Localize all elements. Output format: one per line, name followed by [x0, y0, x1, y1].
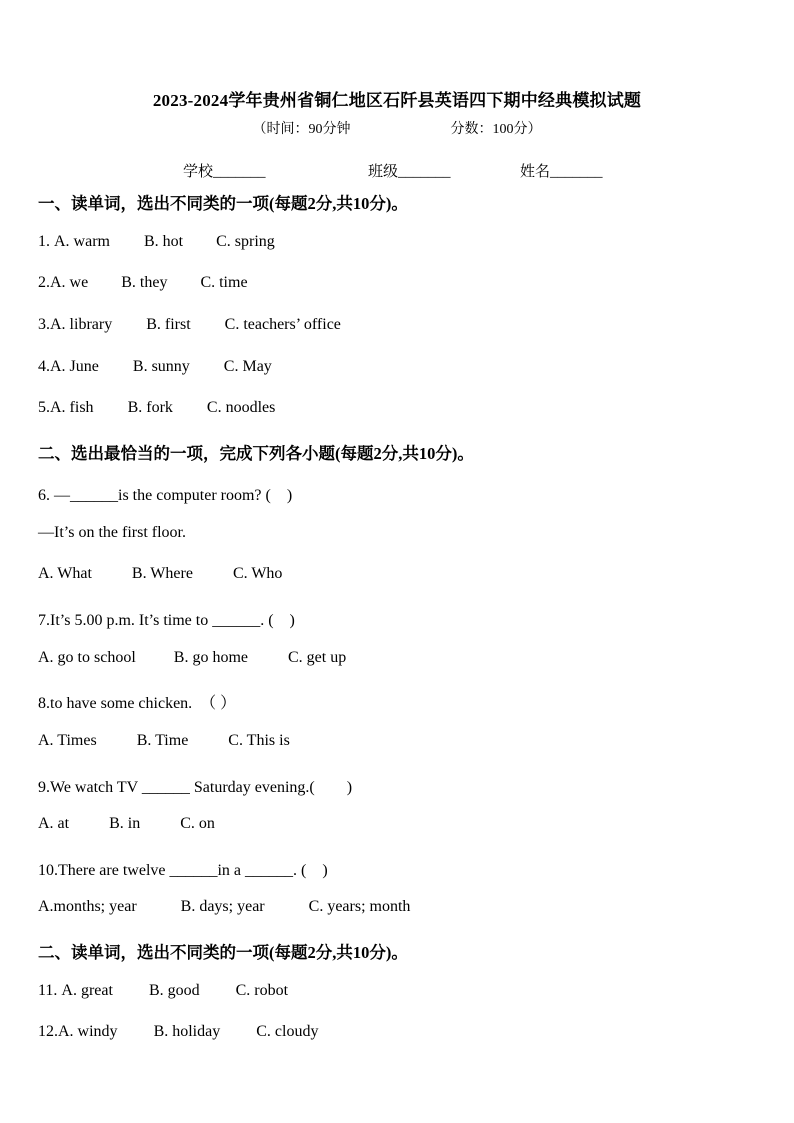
option-b: B. hot	[143, 233, 184, 250]
question-8-options	[38, 732, 290, 750]
question-12	[38, 1023, 318, 1041]
option-c: C. May	[223, 358, 272, 375]
option-b: B. sunny	[132, 358, 190, 375]
school-field: 学校_______	[183, 164, 266, 180]
question-number: 5.	[38, 399, 50, 416]
option-c: C. robot	[235, 982, 289, 999]
option-c: C. Who	[232, 565, 283, 582]
option-b: B. they	[121, 274, 168, 291]
option-b: B. first	[146, 316, 191, 333]
option-b: B. go home	[173, 649, 248, 666]
question-11	[38, 982, 288, 1000]
question-7: 7.It’s 5.00 p.m. It’s time to ______. ( )	[38, 612, 295, 629]
question-6-answer: —It’s on the first floor.	[38, 524, 186, 541]
question-9: 9.We watch TV ______ Saturday evening.( )	[38, 779, 353, 796]
option-c: C. teachers’ office	[224, 316, 341, 333]
option-a: A. June	[50, 358, 99, 375]
section-heading-3: 二、读单词，选出不同类的一项(每题2分,共10分)。	[38, 943, 408, 962]
question-6-options	[38, 565, 282, 583]
question-8: 8.to have some chicken. （ ）	[38, 695, 237, 712]
question-2	[38, 274, 248, 292]
option-a: A. at	[38, 815, 70, 832]
option-c: C. spring	[216, 233, 275, 250]
question-4	[38, 358, 272, 376]
option-c: C. This is	[228, 732, 290, 749]
question-number: 11.	[38, 982, 62, 999]
option-a: A. we	[50, 274, 89, 291]
class-field: 班级_______	[368, 164, 451, 180]
option-a: A. great	[61, 982, 113, 999]
option-a: A. What	[38, 565, 92, 582]
exam-score: 分数：100分）	[450, 122, 542, 137]
option-c: C. get up	[288, 649, 347, 666]
exam-time: （时间：90分钟	[252, 122, 351, 137]
option-c: C. time	[200, 274, 248, 291]
exam-title: 2023-2024学年贵州省铜仁地区石阡县英语四下期中经典模拟试题	[152, 91, 642, 110]
section-heading-1: 一、读单词，选出不同类的一项(每题2分,共10分)。	[38, 194, 408, 213]
question-5	[38, 399, 275, 417]
option-b: B. in	[109, 815, 141, 832]
option-a: A. Times	[38, 732, 97, 749]
option-c: C. noodles	[206, 399, 276, 416]
option-c: C. on	[180, 815, 215, 832]
option-a: A. library	[50, 316, 113, 333]
option-b: B. days; year	[180, 898, 265, 915]
option-a: A.months; year	[38, 898, 137, 915]
option-a: A. warm	[54, 233, 110, 250]
question-6: 6. —______is the computer room? ( )	[38, 487, 293, 504]
option-b: B. holiday	[153, 1023, 221, 1040]
section-heading-2: 二、选出最恰当的一项，完成下列各小题(每题2分,共10分)。	[38, 444, 474, 463]
option-a: A. go to school	[38, 649, 136, 666]
option-b: B. good	[148, 982, 200, 999]
question-10-options	[38, 898, 410, 916]
question-number: 4.	[38, 358, 50, 375]
question-number: 1.	[38, 233, 54, 250]
question-9-options	[38, 815, 215, 833]
name-field: 姓名_______	[520, 164, 603, 180]
question-number: 12.	[38, 1023, 58, 1040]
option-c: C. cloudy	[256, 1023, 319, 1040]
option-b: B. Time	[136, 732, 189, 749]
question-number: 3.	[38, 316, 50, 333]
option-a: A. fish	[50, 399, 94, 416]
option-a: A. windy	[58, 1023, 118, 1040]
option-b: B. fork	[127, 399, 173, 416]
question-1	[38, 233, 275, 251]
question-10: 10.There are twelve ______in a ______. ( )	[38, 862, 328, 879]
question-3	[38, 316, 341, 334]
question-7-options	[38, 649, 346, 667]
question-number: 2.	[38, 274, 50, 291]
option-b: B. Where	[131, 565, 193, 582]
exam-meta	[0, 118, 794, 138]
option-c: C. years; month	[308, 898, 411, 915]
